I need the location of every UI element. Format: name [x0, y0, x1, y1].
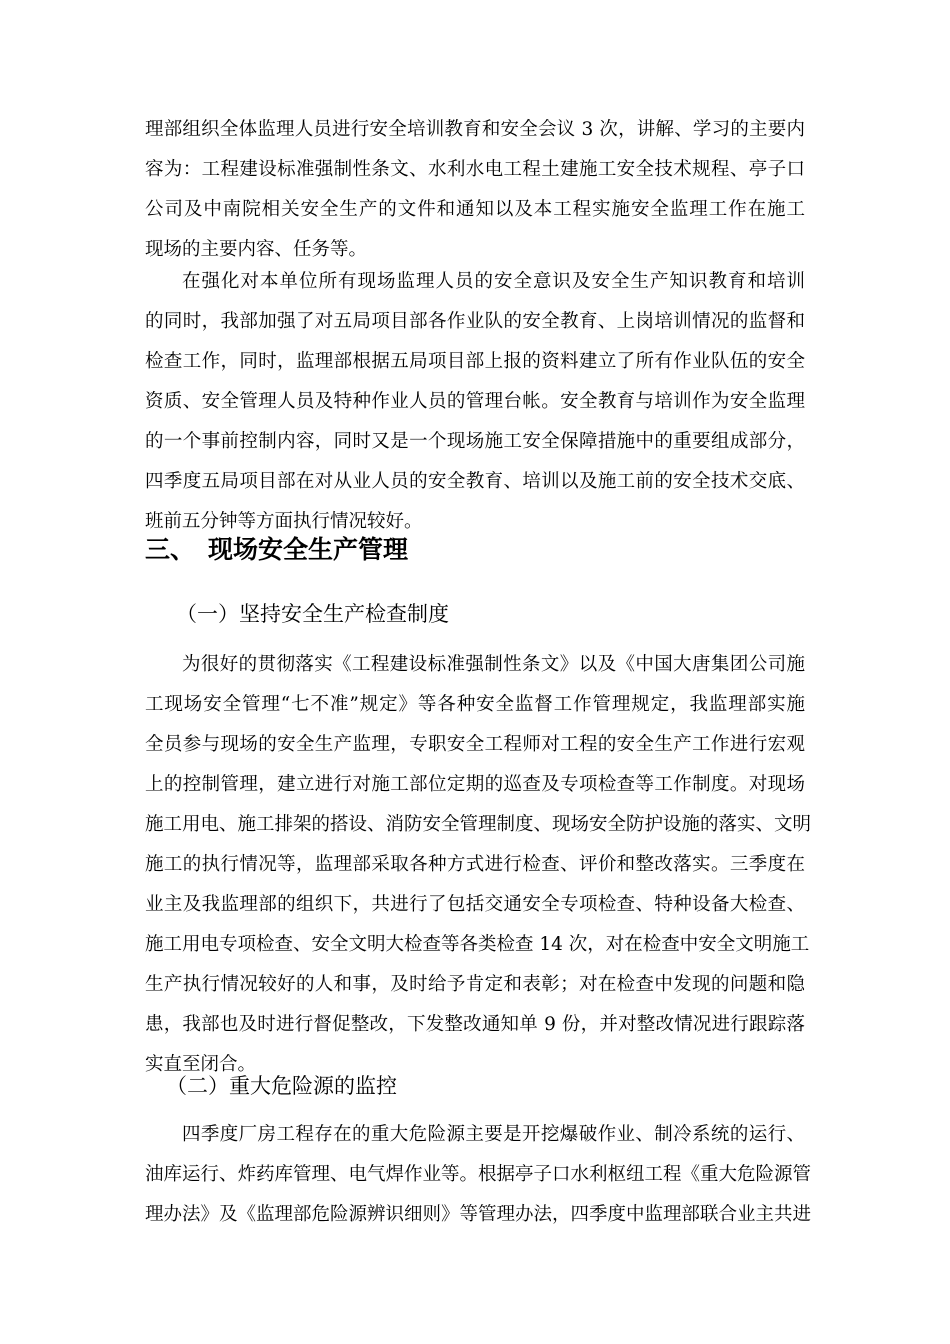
text-line: 施工用电专项检查、安全文明大检查等各类检查 14 次，对在检查中安全文明施工 — [145, 934, 810, 955]
text-line: 业主及我监理部的组织下，共进行了包括交通安全专项检查、特种设备大检查、 — [145, 894, 805, 915]
paragraph-safety-inspection — [145, 645, 812, 1085]
text-line: 容为：工程建设标准强制性条文、水利水电工程土建施工安全技术规程、亭子口 — [145, 159, 805, 180]
text-line: 工现场安全管理“七不准”规定》等各种安全监督工作管理规定，我监理部实施 — [145, 694, 805, 715]
paragraph-training-meetings — [145, 110, 805, 270]
text-line: 理部组织全体监理人员进行安全培训教育和安全会议 3 次，讲解、学习的主要内 — [145, 119, 805, 140]
section-heading — [145, 530, 408, 570]
text-line: 理办法》及《监理部危险源辨识细则》等管理办法，四季度中监理部联合业主共进 — [145, 1204, 812, 1225]
text-line: 全员参与现场的安全生产监理，专职安全工程师对工程的安全生产工作进行宏观 — [145, 734, 805, 755]
text-line: 四季度五局项目部在对从业人员的安全教育、培训以及施工前的安全技术交底、 — [145, 471, 805, 492]
text-line: 生产执行情况较好的人和事，及时给予肯定和表彰；对在检查中发现的问题和隐 — [145, 974, 805, 995]
text-line: 患，我部也及时进行督促整改，下发整改通知单 9 份，并对整改情况进行跟踪落 — [145, 1014, 805, 1035]
section-number: 三、 — [145, 535, 196, 564]
text-line: 施工的执行情况等，监理部采取各种方式进行检查、评价和整改落实。三季度在 — [145, 854, 805, 875]
text-line: 实直至闭合。 — [145, 1054, 257, 1075]
subsection-heading: （一）坚持安全生产检查制度 — [176, 602, 449, 626]
text-line: 班前五分钟等方面执行情况较好。 — [145, 511, 423, 532]
text-line: 油库运行、炸药库管理、电气焊作业等。根据亭子口水利枢纽工程《重大危险源管 — [145, 1164, 812, 1185]
text-line: 检查工作，同时，监理部根据五局项目部上报的资料建立了所有作业队伍的安全 — [145, 351, 805, 372]
text-line: 为很好的贯彻落实《工程建设标准强制性条文》以及《中国大唐集团公司施 — [182, 654, 805, 675]
text-line: 公司及中南院相关安全生产的文件和通知以及本工程实施安全监理工作在施工 — [145, 199, 805, 220]
text-line: 上的控制管理，建立进行对施工部位定期的巡查及专项检查等工作制度。对现场 — [145, 774, 805, 795]
section-title: 现场安全生产管理 — [208, 535, 409, 564]
text-line: 的同时，我部加强了对五局项目部各作业队的安全教育、上岗培训情况的监督和 — [145, 311, 805, 332]
text-line: 资质、安全管理人员及特种作业人员的管理台帐。安全教育与培训作为安全监理 — [145, 391, 805, 412]
text-line: 的一个事前控制内容，同时又是一个现场施工安全保障措施中的重要组成部分， — [145, 431, 805, 452]
paragraph-safety-awareness — [145, 262, 805, 542]
text-line: 现场的主要内容、任务等。 — [145, 239, 368, 260]
text-line: 在强化对本单位所有现场监理人员的安全意识及安全生产知识教育和培训 — [182, 271, 805, 292]
text-line: 施工用电、施工排架的搭设、消防安全管理制度、现场安全防护设施的落实、文明 — [145, 814, 812, 835]
text-line: 四季度厂房工程存在的重大危险源主要是开挖爆破作业、制冷系统的运行、 — [182, 1124, 805, 1145]
subsection-heading: （二）重大危险源的监控 — [166, 1074, 397, 1098]
paragraph-major-hazards — [145, 1115, 812, 1235]
